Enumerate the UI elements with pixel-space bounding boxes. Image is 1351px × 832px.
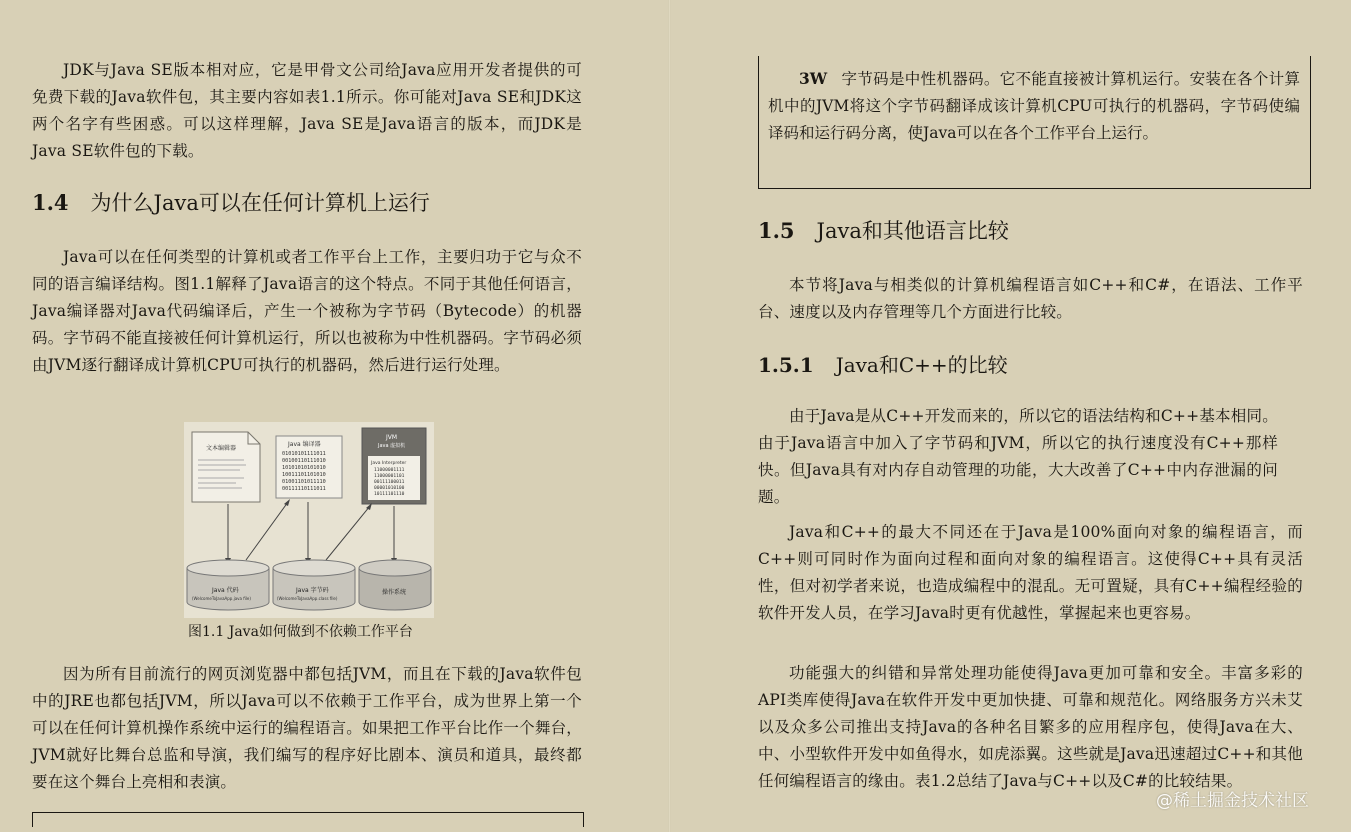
bits-line: 01010101111011 [282,451,326,457]
bits-line: 00111100011 [374,480,405,485]
paragraph-java-strengths: 功能强大的纠错和异常处理功能使得Java更加可靠和安全。丰富多彩的API类库使得Java在软件开发中更加快捷、可靠和规范化。网络服务方兴未艾以及众多公司推出支持Java的各种名目繁多的应用程序包，使得Java在大、中、小型软件开发中如鱼得水，如虎添翼。这些就是Java迅速超过C++和其他任何编程语言的缘由。表1.2总结了Java与C++以及C#的比较结果。 [758,664,1303,790]
jvm-label: JVM [386,434,398,441]
code-label: Java 代码 [212,587,239,594]
interpreter-label: Java Interpreter [371,461,407,466]
paragraph-jdk-intro: JDK与Java SE版本相对应，它是甲骨文公司给Java应用开发者提供的可免费下载的Java软件包，其主要内容如表1.1所示。你可能对Java SE和JDK这两个名字有些困惑。可以这样理解，Java SE是Java语言的版本，而JDK是Java SE软件包的下载。 [32,61,582,160]
callout-tag: 3W [799,69,828,88]
section-heading-1-5-1 [758,350,1008,380]
bytecode-sub-label: (WelcomeToJavaApp.class file) [277,596,338,601]
section-number: 1.4 [32,190,69,215]
section-title: Java和其他语言比较 [816,219,1009,243]
paragraph-java-cpp-oop: Java和C++的最大不同还在于Java是100%面向对象的编程语言，而C++则可同时作为面向过程和面向对象的编程语言。这使得C++具有灵活性，但对初学者来说，也造成编程中的混乱。无可置疑，具有C++编程经验的软件开发人员，在学习Java时更有优越性，掌握起来也更容易。 [758,523,1303,622]
section-title: 为什么Java可以在任何计算机上运行 [90,191,430,215]
watermark: @稀土掘金技术社区 [1156,791,1309,811]
os-label: 操作系统 [382,589,407,596]
figure-jvm-diagram [184,422,434,618]
paragraph-java-cpp-origin: 由于Java是从C++开发而来的，所以它的语法结构和C++基本相同。由于Java语言中加入了字节码和JVM，所以它的执行速度没有C++那样快。但Java具有对内存自动管理的功能，大大改善了C++中内存泄漏的问题。 [758,407,1278,506]
callout-box-3w [758,56,1311,189]
jvm-sub-label: Java 虚拟机 [378,443,406,449]
callout-text: 字节码是中性机器码。它不能直接被计算机运行。安装在各个计算机中的JVM将这个字节码翻译成该计算机CPU可执行的机器码，字节码使编译码和运行码分离，使Java可以在各个工作平台上运行。 [768,70,1300,142]
figure-caption: 图1.1 Java如何做到不依赖工作平台 [188,624,413,640]
section-number: 1.5 [758,218,795,243]
paragraph-bytecode-explain: Java可以在任何类型的计算机或者工作平台上工作，主要归功于它与众不同的语言编译结构。图1.1解释了Java语言的这个特点。不同于其他任何语言，Java编译器对Java代码编译后，产生一个被称为字节码（Bytecode）的机器码。字节码不能直接被任何计算机运行，所以也被称为中性机器码。字节码必须由JVM逐行翻译成计算机CPU可执行的机器码，然后进行运行处理。 [32,248,582,374]
section-number: 1.5.1 [758,353,814,377]
bits-line: 11000001101 [374,474,405,479]
bytecode-label: Java 字节码 [296,587,329,594]
next-box-border [32,812,584,827]
bits-line: 10111101110 [374,492,405,497]
editor-label: 文本编辑器 [206,445,237,452]
bits-line: 10101010101010 [282,465,326,471]
jvm-diagram-svg [184,422,434,618]
bits-line: 00001010100 [374,486,405,491]
compiler-label: Java 编译器 [288,441,321,448]
bits-line: 00100110111010 [282,458,326,464]
paragraph-comparison-intro: 本节将Java与相类似的计算机编程语言如C++和C#，在语法、工作平台、速度以及内存管理等几个方面进行比较。 [758,276,1303,321]
section-heading-1-4 [32,188,430,218]
bits-line: 11000001111 [374,468,405,473]
code-sub-label: (WelcomeToJavaApp.java file) [192,596,251,601]
bits-line: 01001101011110 [282,479,326,485]
section-title: Java和C++的比较 [835,353,1008,377]
paragraph-platform-independence: 因为所有目前流行的网页浏览器中都包括JVM，而且在下载的Java软件包中的JRE也都包括JVM，所以Java可以不依赖于工作平台，成为世界上第一个可以在任何计算机操作系统中运行的编程语言。如果把工作平台比作一个舞台，JVM就好比舞台总监和导演，我们编写的程序好比剧本、演员和道具，最终都要在这个舞台上亮相和表演。 [32,665,582,791]
bits-line: 10011101101010 [282,472,326,478]
callout-paragraph [768,65,1300,147]
bits-line: 00111110111011 [282,486,326,492]
section-heading-1-5 [758,216,1009,246]
